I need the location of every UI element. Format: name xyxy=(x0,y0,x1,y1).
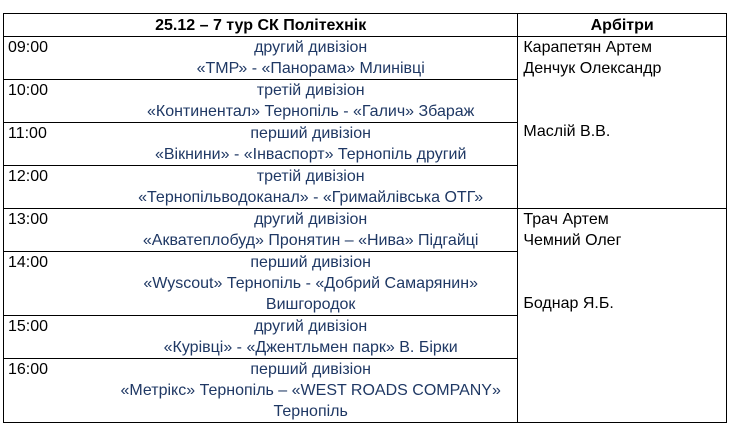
match-teams: «Метрікс» Тернопіль – «WEST ROADS COMPANY» Тернопіль xyxy=(120,382,501,420)
inspector-name: Боднар Я.Б. xyxy=(523,295,614,312)
schedule xyxy=(3,13,727,423)
match-row xyxy=(4,37,517,80)
schedule-table xyxy=(3,13,727,423)
match-division: перший дивізіон xyxy=(250,125,371,142)
block-1-referees xyxy=(518,37,727,209)
match-time: 12:00 xyxy=(4,166,104,209)
match-teams: «Курівці» - «Джентльмен парк» В. Бірки xyxy=(163,339,458,356)
match-teams: «Вікнини» - «Інваспорт» Тернопіль другий xyxy=(154,146,467,163)
match-list xyxy=(4,37,517,208)
referees-title: Арбітри xyxy=(518,14,727,37)
match-teams: «Континентал» Тернопіль - «Галич» Збараж xyxy=(146,103,475,120)
match-row xyxy=(4,316,517,359)
match-division: другий дивізіон xyxy=(254,318,368,335)
referee-name: Денчук Олександр xyxy=(523,60,662,77)
match-division: другий дивізіон xyxy=(254,39,368,56)
match-division: перший дивізіон xyxy=(250,361,371,378)
referee-name: Трач Артем xyxy=(523,211,609,228)
match-time: 13:00 xyxy=(8,211,49,228)
match-teams: «ТМР» - «Панорама» Млинівці xyxy=(196,60,425,77)
match-info xyxy=(104,209,517,252)
match-info xyxy=(104,359,517,423)
block-2-matches xyxy=(4,209,518,423)
block-2 xyxy=(4,209,727,423)
match-division: другий дивізіон xyxy=(254,211,368,228)
match-teams: «Wyscout» Тернопіль - «Добрий Самарянин» Вишгородок xyxy=(143,275,478,313)
referee-name: Карапетян Артем xyxy=(523,39,652,56)
match-row xyxy=(4,166,517,209)
match-info xyxy=(104,316,517,359)
match-time: 11:00 xyxy=(4,123,104,166)
match-division: третій дивізіон xyxy=(256,168,365,185)
match-time: 10:00 xyxy=(4,80,104,123)
match-teams: «Акватеплобуд» Пронятин – «Нива» Підгайці xyxy=(142,232,479,249)
match-info xyxy=(104,80,517,123)
match-division: третій дивізіон xyxy=(256,82,365,99)
match-time: 15:00 xyxy=(4,316,104,359)
match-info xyxy=(104,123,517,166)
referee-name: Чемний Олег xyxy=(523,232,622,249)
match-row xyxy=(4,252,517,316)
block-1 xyxy=(4,37,727,209)
match-row xyxy=(4,209,517,252)
match-division: перший дивізіон xyxy=(250,254,371,271)
match-time: 14:00 xyxy=(4,252,104,316)
match-time: 09:00 xyxy=(8,39,49,56)
inspector-name: Маслій В.В. xyxy=(523,123,611,140)
match-time: 16:00 xyxy=(4,359,104,423)
match-list xyxy=(4,209,517,422)
match-row xyxy=(4,80,517,123)
block-2-referees xyxy=(518,209,727,423)
match-info xyxy=(104,166,517,209)
match-teams: «Тернопільводоканал» - «Гримайлівська ОТГ» xyxy=(138,189,484,206)
match-info xyxy=(104,252,517,316)
match-row xyxy=(4,359,517,423)
match-info xyxy=(104,37,517,80)
block-1-matches xyxy=(4,37,518,209)
match-row xyxy=(4,123,517,166)
header-row xyxy=(4,14,727,37)
schedule-title: 25.12 – 7 тур СК Політехнік xyxy=(4,14,518,37)
